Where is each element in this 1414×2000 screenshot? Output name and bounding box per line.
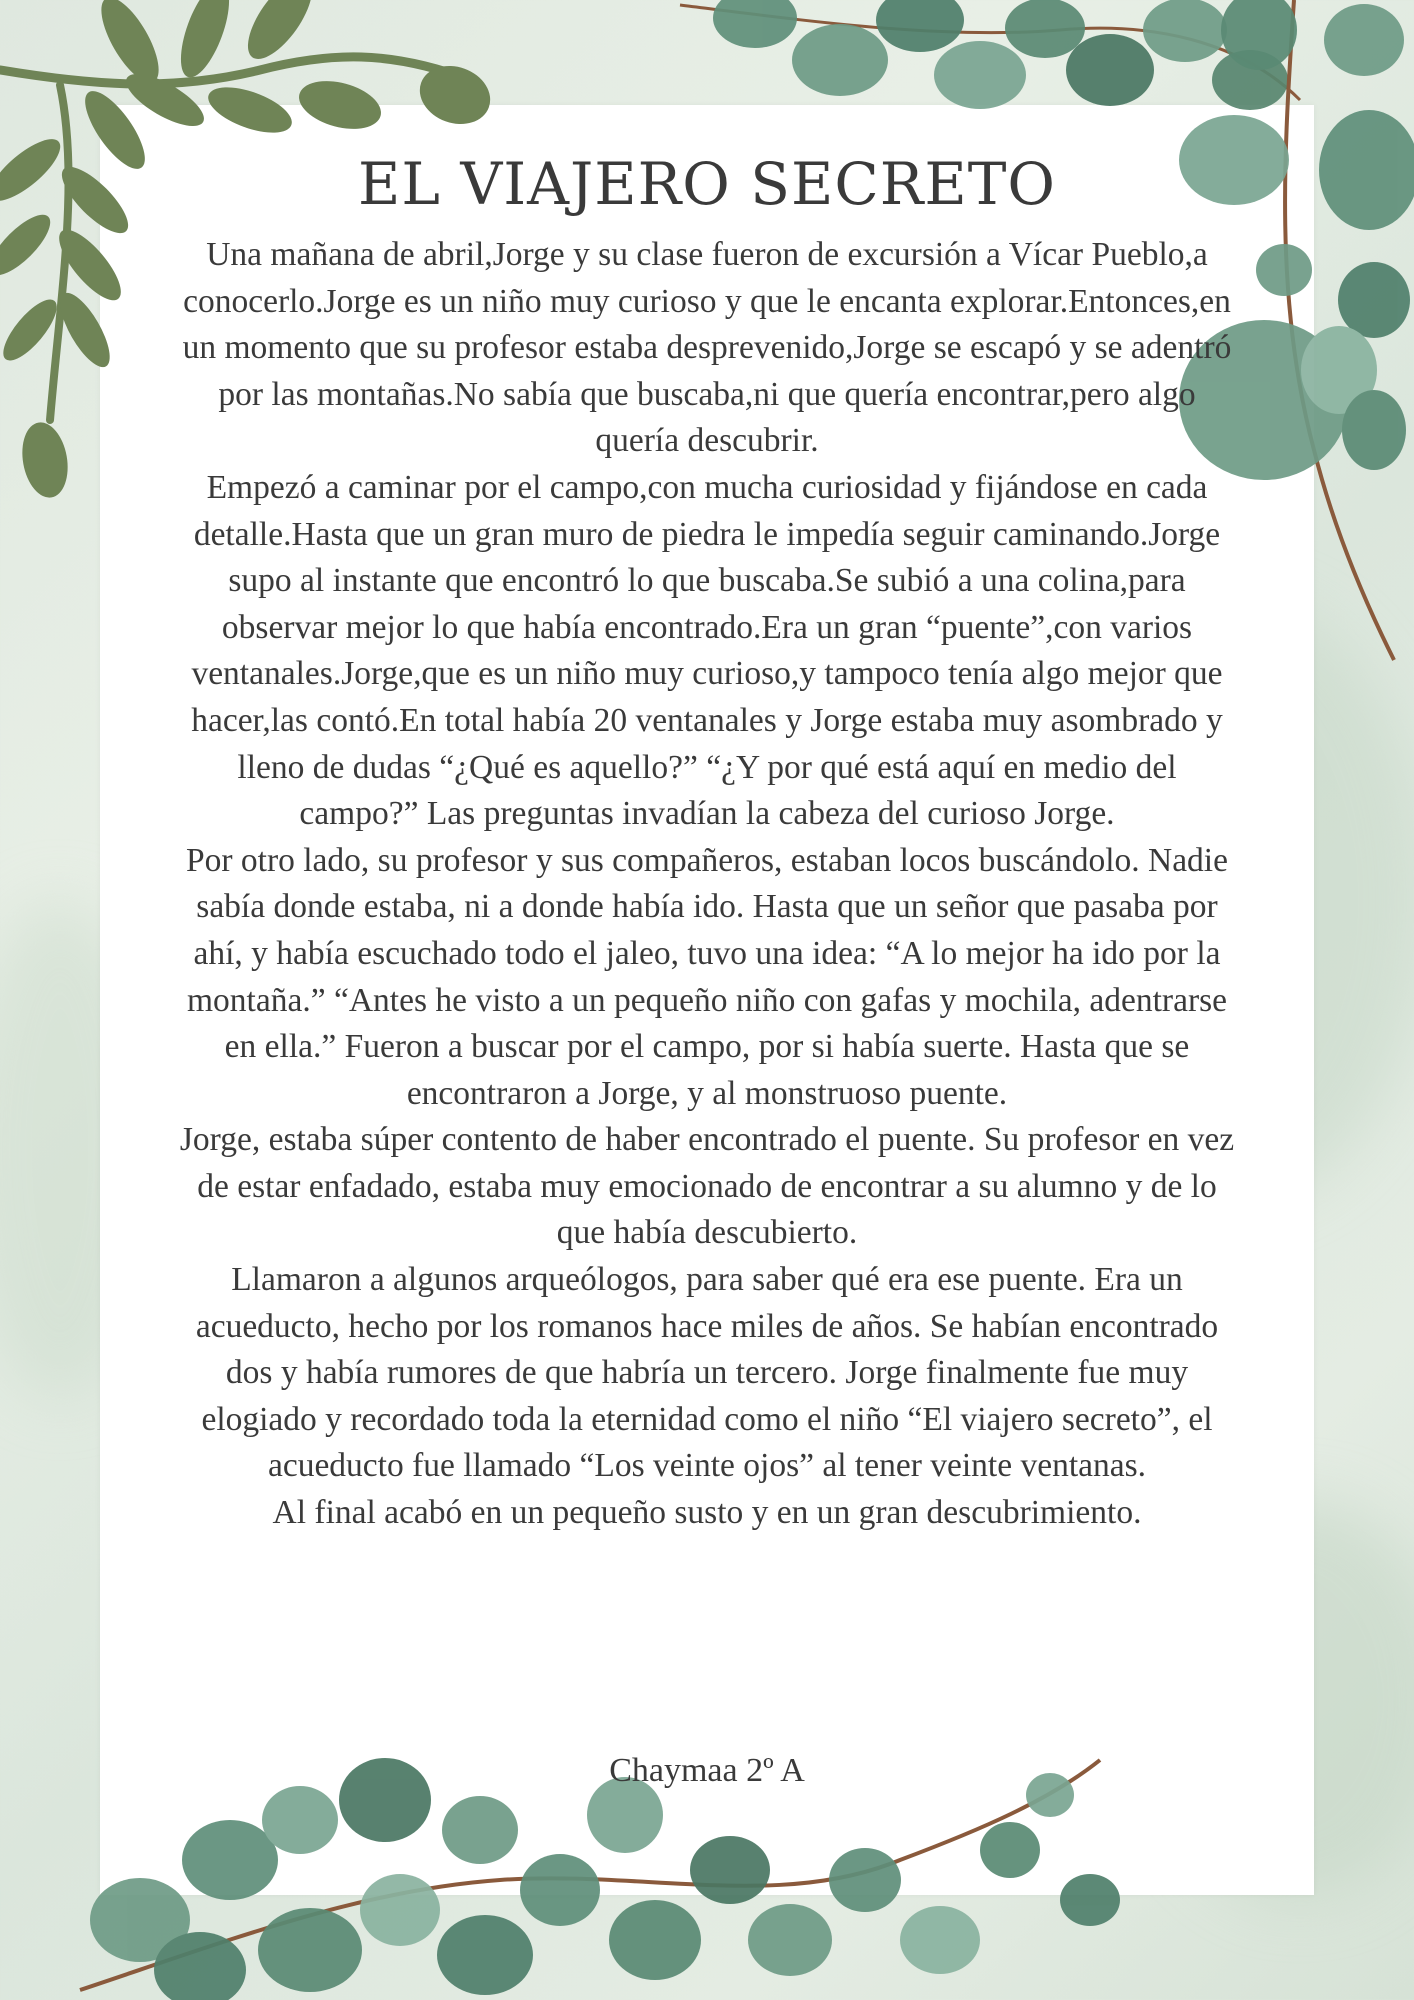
story-paragraph: Llamaron a algunos arqueólogos, para saber qué era ese puente. Era un acueducto, hecho por los romanos hace miles de años. Se habían encontrado dos y había rumores de que habría un tercero. Jorge finalmente fue muy elogiado y recordado toda la eternidad como el niño “El viajero secreto”, el acueducto fue llamado “Los veinte ojos” al tener veinte ventanas.: [195, 1261, 1219, 1485]
author-signature: Chaymaa 2º A: [609, 1752, 805, 1789]
story-paragraph: Por otro lado, su profesor y sus compañeros, estaban locos buscándolo. Nadie sabía donde estaba, ni a donde había ido. Hasta que un señor que pasaba por ahí, y había escuchado todo el jaleo, tuvo una idea: “A lo mejor ha ido por la montaña.” “Antes he visto a un pequeño niño con gafas y mochila, adentrarse en ella.” Fueron a buscar por el campo, por si había suerte. Hasta que se encontraron a Jorge, y al monstruoso puente.: [185, 841, 1228, 1112]
story-paragraph: Al final acabó en un pequeño susto y en un gran descubrimiento.: [272, 1494, 1142, 1532]
story-body: [175, 232, 1239, 1537]
story-title: EL VIAJERO SECRETO: [358, 150, 1056, 218]
story-paragraph: Jorge, estaba súper contento de haber encontrado el puente. Su profesor en vez de estar enfadado, estaba muy emocionado de encontrar a su alumno y de lo que había descubierto.: [179, 1121, 1235, 1252]
story-paragraph: Una mañana de abril,Jorge y su clase fueron de excursión a Vícar Pueblo,a conocerlo.Jorge es un niño muy curioso y que le encanta explorar.Entonces,en un momento que su profesor estaba desprevenido,Jorge se escapó y se adentró por las montañas.No sabía que buscaba,ni que quería encontrar,pero algo quería descubrir.: [182, 236, 1232, 460]
story-paragraph: Empezó a caminar por el campo,con mucha curiosidad y fijándose en cada detalle.Hasta que un gran muro de piedra le impedía seguir caminando.Jorge supo al instante que encontró lo que buscaba.Se subió a una colina,para observar mejor lo que había encontrado.Era un gran “puente”,con varios ventanales.Jorge,que es un niño muy curioso,y tampoco tenía algo mejor que hacer,las contó.En total había 20 ventanales y Jorge estaba muy asombrado y lleno de dudas “¿Qué es aquello?” “¿Y por qué está aquí en medio del campo?” Las preguntas invadían la cabeza del curioso Jorge.: [191, 468, 1223, 833]
